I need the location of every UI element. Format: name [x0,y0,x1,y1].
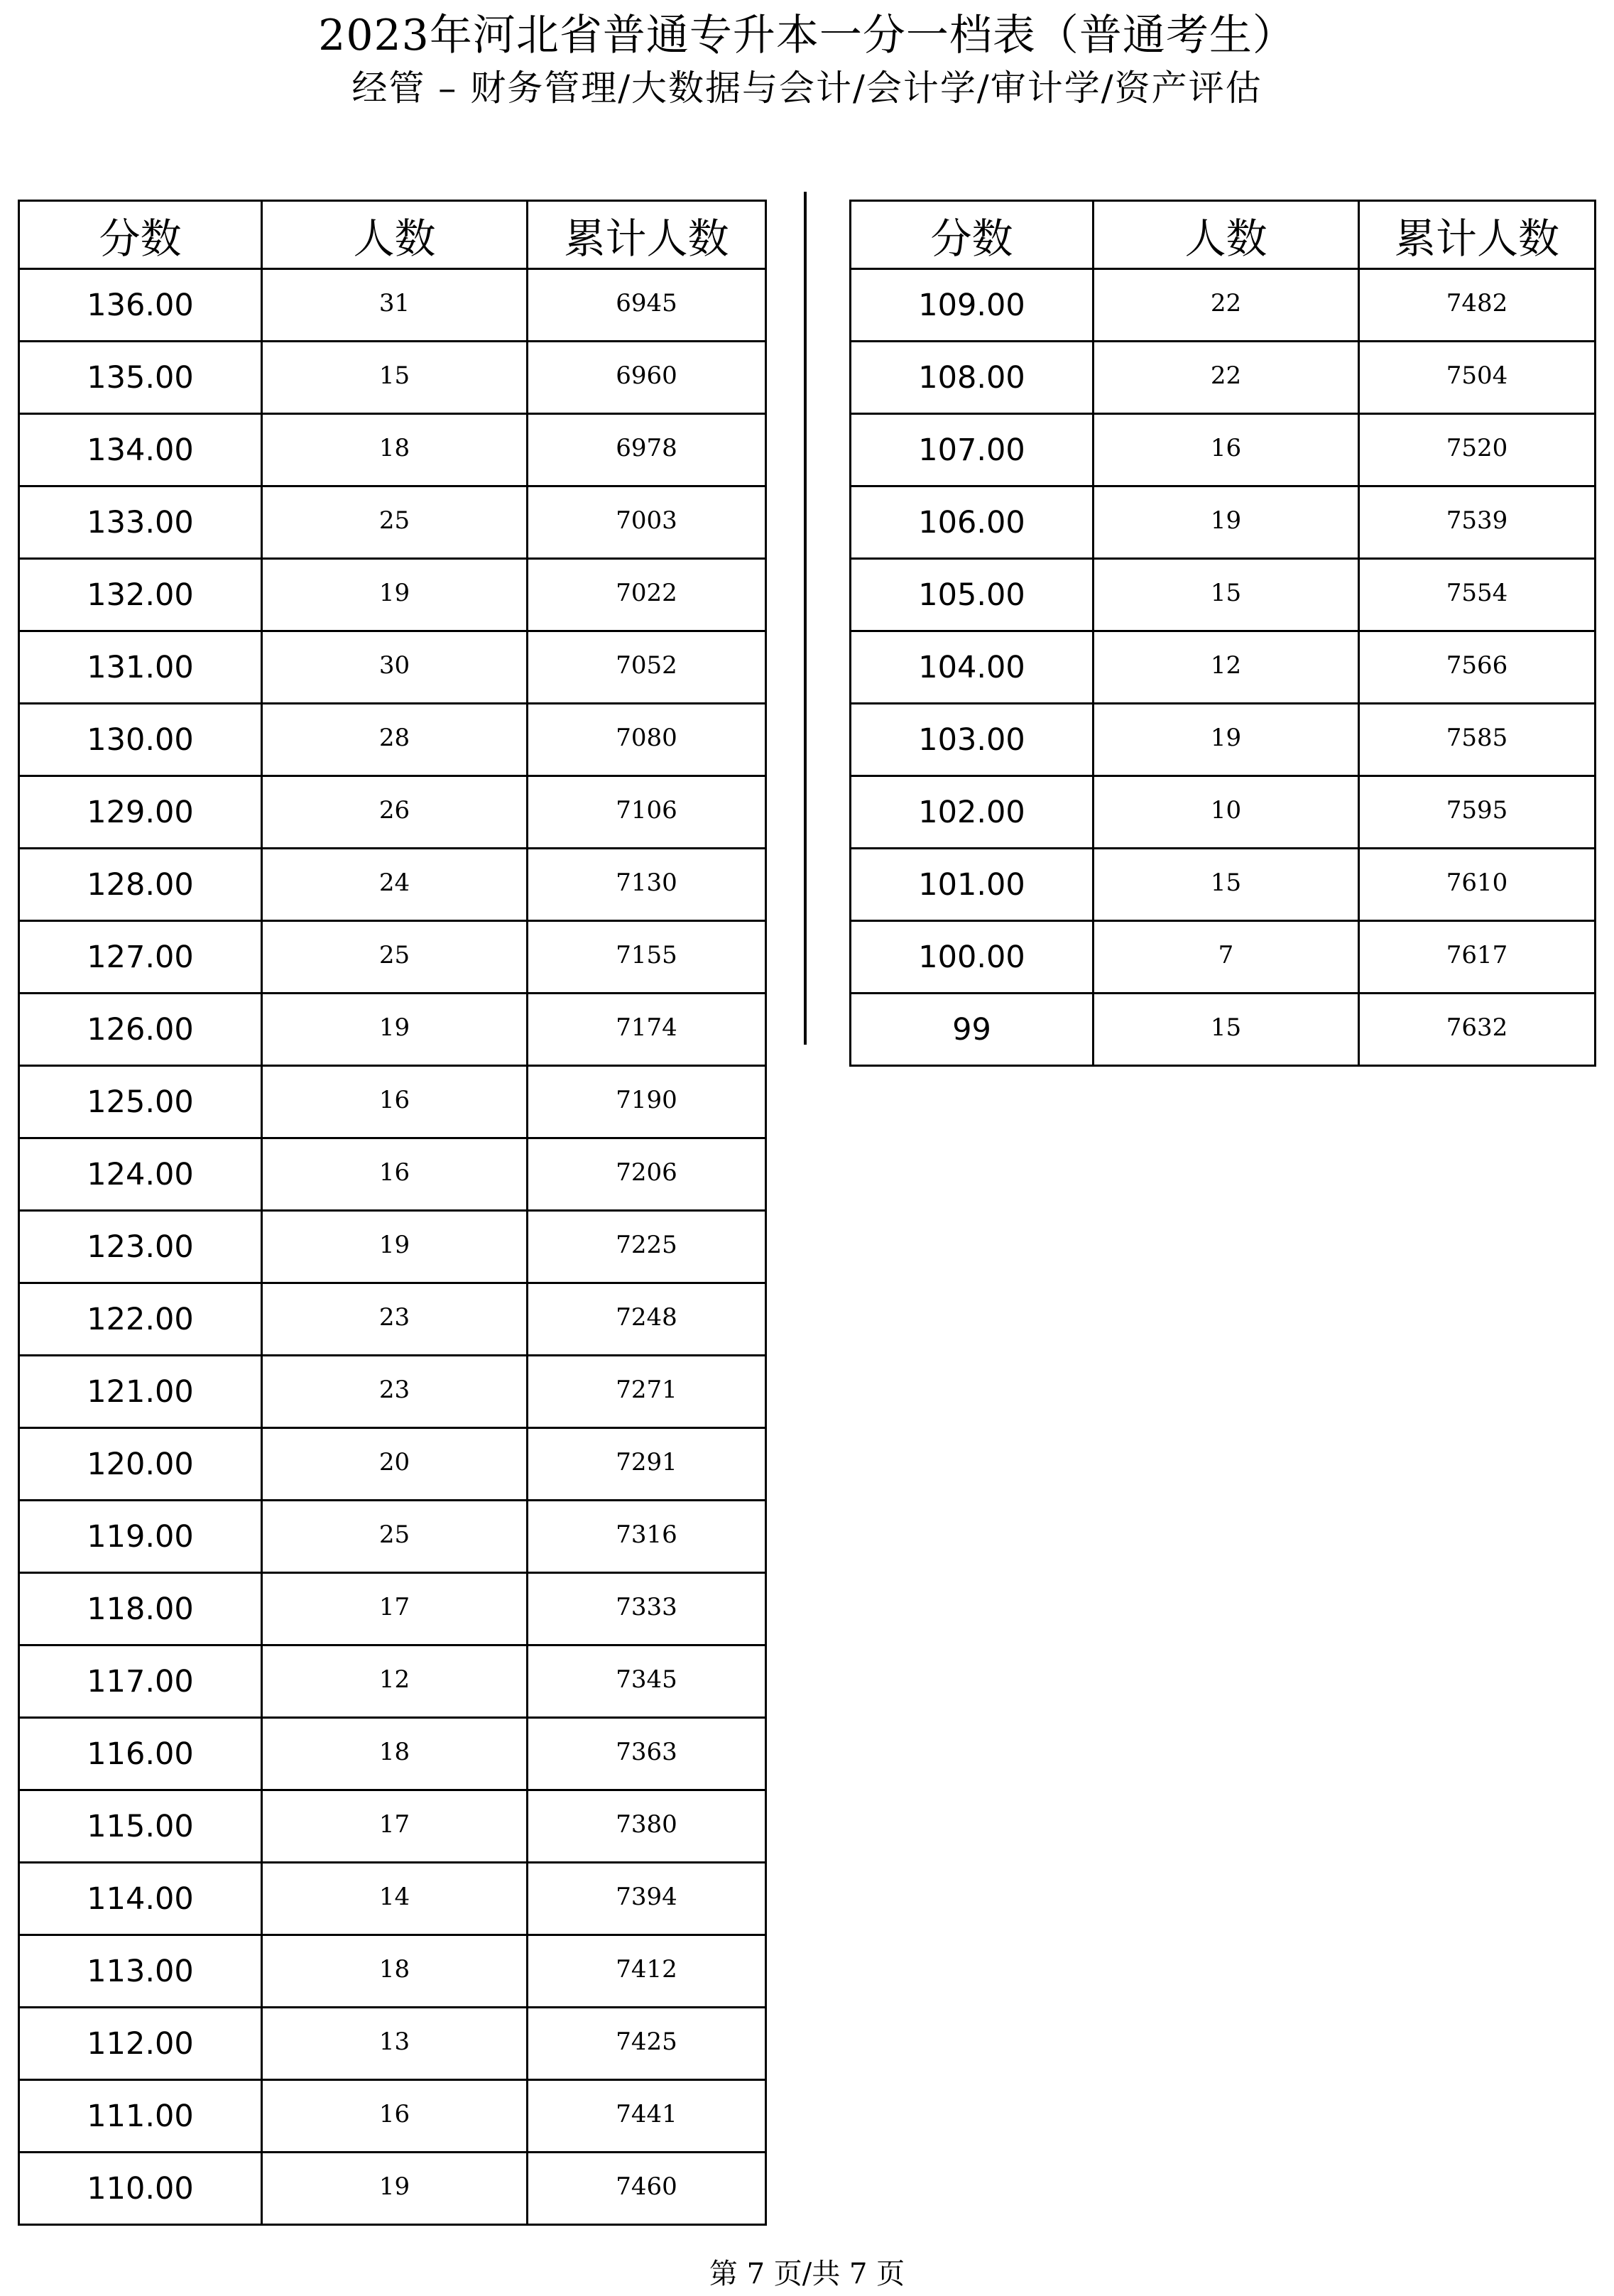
cell-score: 132.00 [19,559,262,631]
table-row [19,1066,766,1138]
table-row [19,1283,766,1356]
table-row [19,994,766,1066]
table-row [19,1645,766,1718]
cell-cumulative: 7022 [528,559,766,631]
cell-cumulative: 7333 [528,1573,766,1645]
cell-cumulative: 7482 [1359,269,1596,342]
table-row [851,269,1596,342]
cell-cumulative: 7155 [528,921,766,994]
cell-cumulative: 7106 [528,776,766,849]
cell-cumulative: 7225 [528,1211,766,1283]
cell-cumulative: 7052 [528,631,766,704]
cell-count: 7 [1094,921,1359,994]
cell-score: 129.00 [19,776,262,849]
table-row [19,1138,766,1211]
table-row [19,1718,766,1790]
cell-score: 124.00 [19,1138,262,1211]
table-row [19,414,766,486]
cell-count: 15 [1094,559,1359,631]
cell-count: 15 [1094,849,1359,921]
cell-count: 12 [262,1645,528,1718]
table-row [19,486,766,559]
cell-count: 16 [262,2080,528,2153]
table-row [851,414,1596,486]
cell-cumulative: 7080 [528,704,766,776]
cell-score: 125.00 [19,1066,262,1138]
cell-cumulative: 6960 [528,342,766,414]
cell-score: 112.00 [19,2008,262,2080]
cell-score: 102.00 [851,776,1094,849]
cell-count: 17 [262,1573,528,1645]
table-row [851,704,1596,776]
cell-count: 23 [262,1356,528,1428]
table-row [851,994,1596,1066]
cell-cumulative: 7003 [528,486,766,559]
cell-cumulative: 7412 [528,1935,766,2008]
cell-cumulative: 7504 [1359,342,1596,414]
cell-cumulative: 6978 [528,414,766,486]
table-row [19,849,766,921]
cell-score: 121.00 [19,1356,262,1428]
cell-cumulative: 7610 [1359,849,1596,921]
cell-count: 25 [262,1501,528,1573]
cell-score: 120.00 [19,1428,262,1501]
cell-score: 107.00 [851,414,1094,486]
cell-count: 15 [1094,994,1359,1066]
cell-count: 16 [262,1066,528,1138]
cell-count: 18 [262,1935,528,2008]
cell-score: 116.00 [19,1718,262,1790]
header-cumulative: 累计人数 [528,201,766,269]
cell-count: 28 [262,704,528,776]
table-header-row [851,201,1596,269]
cell-count: 30 [262,631,528,704]
cell-cumulative: 7345 [528,1645,766,1718]
cell-cumulative: 7585 [1359,704,1596,776]
table-row [851,631,1596,704]
table-row [19,1790,766,1863]
cell-cumulative: 7130 [528,849,766,921]
cell-count: 13 [262,2008,528,2080]
cell-score: 133.00 [19,486,262,559]
cell-score: 128.00 [19,849,262,921]
cell-score: 111.00 [19,2080,262,2153]
table-row [19,2080,766,2153]
header-count: 人数 [1094,201,1359,269]
table-row [851,921,1596,994]
cell-cumulative: 7380 [528,1790,766,1863]
cell-score: 136.00 [19,269,262,342]
cell-cumulative: 7190 [528,1066,766,1138]
cell-count: 19 [262,559,528,631]
cell-score: 114.00 [19,1863,262,1935]
cell-score: 101.00 [851,849,1094,921]
cell-count: 25 [262,486,528,559]
cell-score: 105.00 [851,559,1094,631]
cell-count: 16 [262,1138,528,1211]
cell-cumulative: 7206 [528,1138,766,1211]
cell-score: 103.00 [851,704,1094,776]
cell-score: 122.00 [19,1283,262,1356]
cell-count: 15 [262,342,528,414]
cell-count: 18 [262,1718,528,1790]
cell-score: 109.00 [851,269,1094,342]
page-title: 2023年河北省普通专升本一分一档表（普通考生） [318,11,1296,60]
header-cumulative: 累计人数 [1359,201,1596,269]
page-subtitle: 经管 – 财务管理/大数据与会计/会计学/审计学/资产评估 [351,67,1263,109]
cell-score: 131.00 [19,631,262,704]
cell-count: 14 [262,1863,528,1935]
cell-cumulative: 7554 [1359,559,1596,631]
cell-score: 127.00 [19,921,262,994]
cell-count: 24 [262,849,528,921]
table-row [851,559,1596,631]
cell-cumulative: 7363 [528,1718,766,1790]
table-row [19,1211,766,1283]
cell-score: 134.00 [19,414,262,486]
cell-score: 99 [851,994,1094,1066]
cell-score: 106.00 [851,486,1094,559]
table-header-row [19,201,766,269]
cell-cumulative: 7291 [528,1428,766,1501]
cell-score: 123.00 [19,1211,262,1283]
cell-score: 108.00 [851,342,1094,414]
table-row [19,1356,766,1428]
cell-count: 12 [1094,631,1359,704]
table-row [19,631,766,704]
cell-score: 135.00 [19,342,262,414]
cell-count: 19 [262,1211,528,1283]
cell-count: 18 [262,414,528,486]
cell-score: 113.00 [19,1935,262,2008]
cell-score: 110.00 [19,2153,262,2225]
cell-count: 25 [262,921,528,994]
table-row [851,849,1596,921]
score-table-right [849,200,1596,1067]
cell-cumulative: 7271 [528,1356,766,1428]
cell-score: 119.00 [19,1501,262,1573]
header-count: 人数 [262,201,528,269]
score-table-left [18,200,767,2226]
cell-cumulative: 7316 [528,1501,766,1573]
table-row [19,776,766,849]
table-row [19,2008,766,2080]
table-row [19,1428,766,1501]
cell-cumulative: 7394 [528,1863,766,1935]
cell-cumulative: 7632 [1359,994,1596,1066]
table-row [19,342,766,414]
cell-cumulative: 7248 [528,1283,766,1356]
cell-count: 20 [262,1428,528,1501]
cell-count: 23 [262,1283,528,1356]
cell-score: 104.00 [851,631,1094,704]
cell-count: 19 [1094,486,1359,559]
cell-score: 118.00 [19,1573,262,1645]
cell-cumulative: 7617 [1359,921,1596,994]
table-row [19,269,766,342]
cell-count: 16 [1094,414,1359,486]
cell-cumulative: 7174 [528,994,766,1066]
table-row [19,1573,766,1645]
table-body-right [851,269,1596,1066]
cell-score: 126.00 [19,994,262,1066]
cell-cumulative: 7595 [1359,776,1596,849]
cell-cumulative: 7566 [1359,631,1596,704]
cell-count: 31 [262,269,528,342]
table-row [19,559,766,631]
cell-count: 19 [262,2153,528,2225]
column-divider [804,192,807,1045]
cell-count: 22 [1094,269,1359,342]
header-score: 分数 [851,201,1094,269]
cell-count: 26 [262,776,528,849]
cell-cumulative: 6945 [528,269,766,342]
table-row [851,776,1596,849]
cell-score: 100.00 [851,921,1094,994]
header-score: 分数 [19,201,262,269]
cell-count: 19 [262,994,528,1066]
table-row [851,342,1596,414]
table-row [19,921,766,994]
cell-count: 10 [1094,776,1359,849]
cell-score: 130.00 [19,704,262,776]
cell-count: 22 [1094,342,1359,414]
table-row [19,1501,766,1573]
table-row [19,1935,766,2008]
cell-cumulative: 7425 [528,2008,766,2080]
cell-cumulative: 7520 [1359,414,1596,486]
cell-cumulative: 7460 [528,2153,766,2225]
page-footer: 第 7 页/共 7 页 [709,2258,905,2290]
table-row [19,1863,766,1935]
cell-score: 117.00 [19,1645,262,1718]
table-row [851,486,1596,559]
table-row [19,2153,766,2225]
cell-count: 19 [1094,704,1359,776]
cell-cumulative: 7441 [528,2080,766,2153]
cell-count: 17 [262,1790,528,1863]
cell-score: 115.00 [19,1790,262,1863]
table-body-left [19,269,766,2225]
cell-cumulative: 7539 [1359,486,1596,559]
table-row [19,704,766,776]
